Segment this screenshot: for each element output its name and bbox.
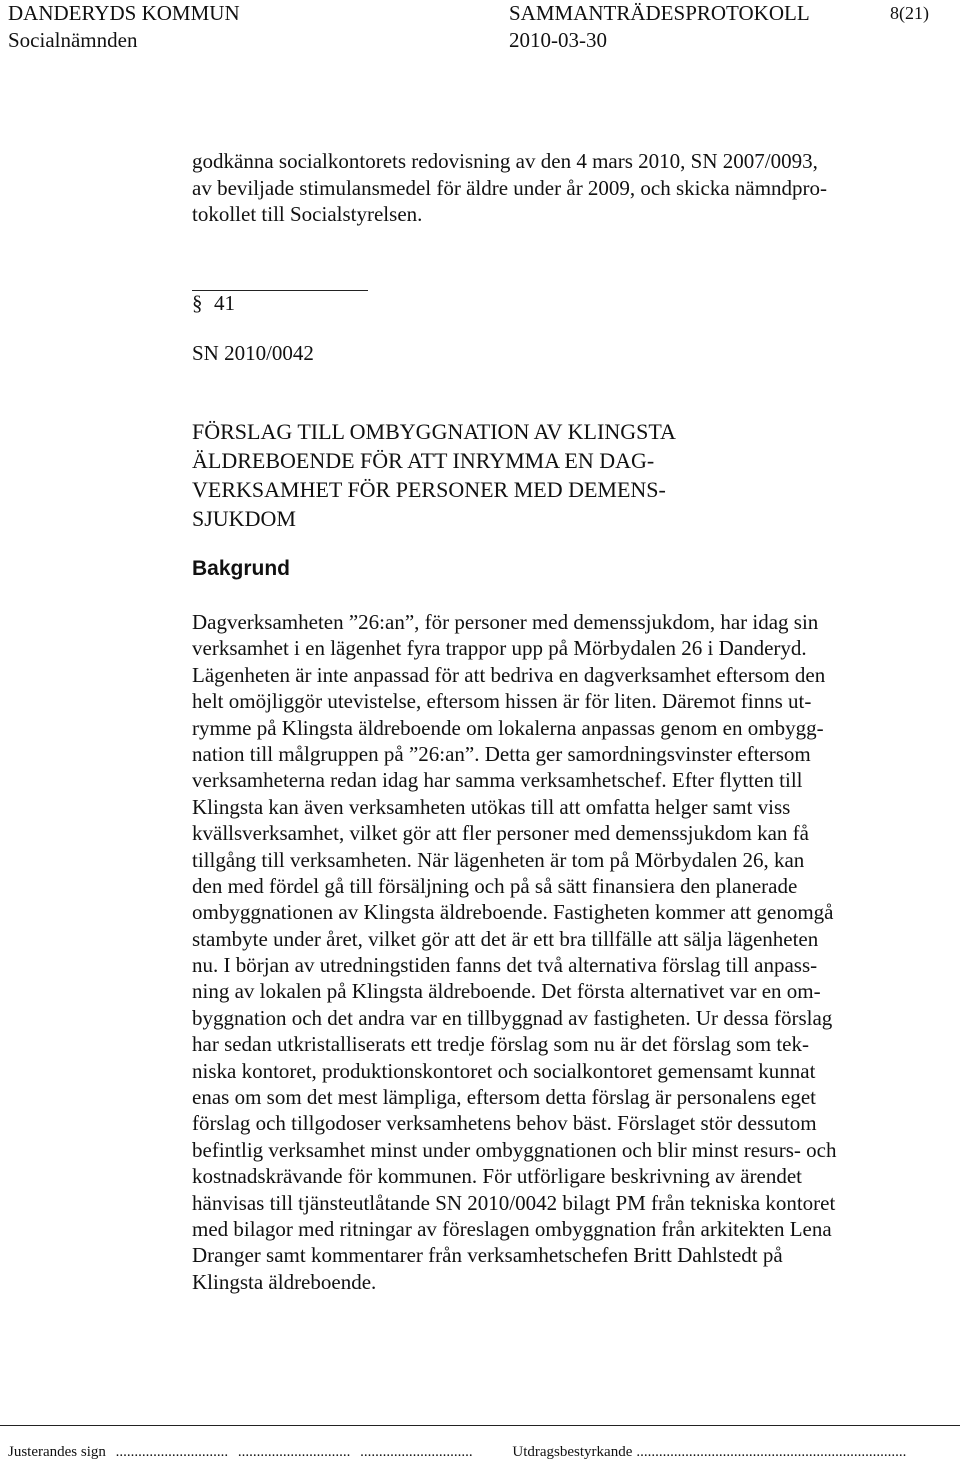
signature-field: .............................. — [237, 1444, 351, 1460]
header-document-type: SAMMANTRÄDESPROTOKOLL — [509, 1, 810, 25]
text-line: godkänna socialkontorets redovisning av den 4 mars 2010, SN 2007/0093, — [192, 149, 818, 173]
header-page-number: 8(21) — [890, 3, 929, 23]
text-line: nu. I början av utredningstiden fanns det två alternativa förslag till anpass- — [192, 953, 818, 978]
title-line: VERKSAMHET FÖR PERSONER MED DEMENS- — [192, 477, 666, 502]
text-line: helt omöjliggör utevistelse, eftersom hissen är för liten. Däremot finns ut- — [192, 689, 812, 714]
text-line: Lägenheten är inte anpassad för att bedriva en dagverksamhet eftersom den — [192, 662, 826, 687]
title-line: ÄLDREBOENDE FÖR ATT INRYMMA EN DAG- — [192, 448, 655, 473]
text-line: befintlig verksamhet minst under ombyggnationen och blir minst resurs- och — [192, 1137, 837, 1162]
text-line: Dagverksamheten ”26:an”, för personer med demenssjukdom, har idag sin — [192, 610, 819, 634]
text-line: ning av lokalen på Klingsta äldreboende. Det första alternativet var en om- — [192, 979, 821, 1004]
footer-extract-label: Utdragsbestyrkande — [512, 1444, 633, 1460]
subheading-bakgrund: Bakgrund — [192, 557, 291, 580]
title-line: SJUKDOM — [192, 506, 296, 531]
text-line: verksamheterna redan idag har samma verksamhetschef. Efter flytten till — [192, 768, 803, 793]
signature-field: .............................. — [360, 1444, 473, 1460]
text-line: stambyte under året, vilket gör att det är ett bra tillfälle att sälja lägenheten — [192, 926, 819, 951]
text-line: tokollet till Socialstyrelsen. — [192, 202, 423, 226]
text-line: niska kontoret, produktionskontoret och socialkontoret gemensamt kunnat — [192, 1058, 816, 1083]
text-line: kostnadskrävande för kommunen. För utförligare beskrivning av ärendet — [192, 1164, 802, 1189]
section-symbol: § — [192, 291, 203, 315]
text-line: Klingsta kan även verksamheten utökas till att omfatta helger samt viss — [192, 794, 791, 819]
text-line: rymme på Klingsta äldreboende om lokalerna anpassas genom en ombygg- — [192, 715, 824, 740]
text-line: den med fördel gå till försäljning och på så sätt finansiera den planerade — [192, 873, 798, 898]
text-line: Klingsta äldreboende. — [192, 1269, 377, 1294]
footer-sign-label: Justerandes sign — [8, 1444, 106, 1460]
footer-rule — [0, 1425, 960, 1426]
text-line: ombyggnationen av Klingsta äldreboende. Fastigheten kommer att genomgå — [192, 900, 834, 925]
text-line: Dranger samt kommentarer från verksamhetschefen Britt Dahlstedt på — [192, 1243, 783, 1268]
body-paragraph — [192, 609, 912, 1295]
case-number: SN 2010/0042 — [192, 341, 314, 365]
extract-field: ........................................................................ — [636, 1444, 907, 1460]
text-line: med bilagor med ritningar av föreslagen ombyggnation från arkitekten Lena — [192, 1216, 832, 1241]
text-line: nation till målgruppen på ”26:an”. Detta ger samordningsvinster eftersom — [192, 741, 811, 766]
footer — [8, 1442, 906, 1462]
text-line: kvällsverksamhet, vilket gör att fler personer med demenssjukdom kan få — [192, 821, 809, 846]
section-number: 41 — [214, 291, 235, 315]
title-line: FÖRSLAG TILL OMBYGGNATION AV KLINGSTA — [192, 419, 676, 444]
header-date: 2010-03-30 — [509, 28, 607, 52]
section-title — [192, 417, 676, 533]
header-organization: DANDERYDS KOMMUN — [8, 1, 240, 25]
signature-field: .............................. — [115, 1444, 229, 1460]
text-line: förslag och tillgodoser verksamhetens behov bäst. Förslaget stör dessutom — [192, 1111, 817, 1136]
text-line: hänvisas till tjänsteutlåtande SN 2010/0042 bilagt PM från tekniska kontoret — [192, 1190, 836, 1215]
text-line: verksamhet i en lägenhet fyra trappor upp på Mörbydalen 26 i Danderyd. — [192, 636, 807, 661]
paragraph-number — [192, 290, 235, 316]
text-line: tillgång till verksamheten. När lägenheten är tom på Mörbydalen 26, kan — [192, 847, 805, 872]
text-line: enas om som det mest lämpliga, eftersom detta förslag är personalens eget — [192, 1085, 816, 1110]
intro-paragraph — [192, 148, 912, 228]
header-department: Socialnämnden — [8, 28, 138, 52]
text-line: har sedan utkristalliserats ett tredje förslag som nu är det förslag som tek- — [192, 1032, 809, 1057]
text-line: av beviljade stimulansmedel för äldre under år 2009, och skicka nämndpro- — [192, 175, 828, 200]
text-line: byggnation och det andra var en tillbyggnad av fastigheten. Ur dessa förslag — [192, 1005, 833, 1030]
